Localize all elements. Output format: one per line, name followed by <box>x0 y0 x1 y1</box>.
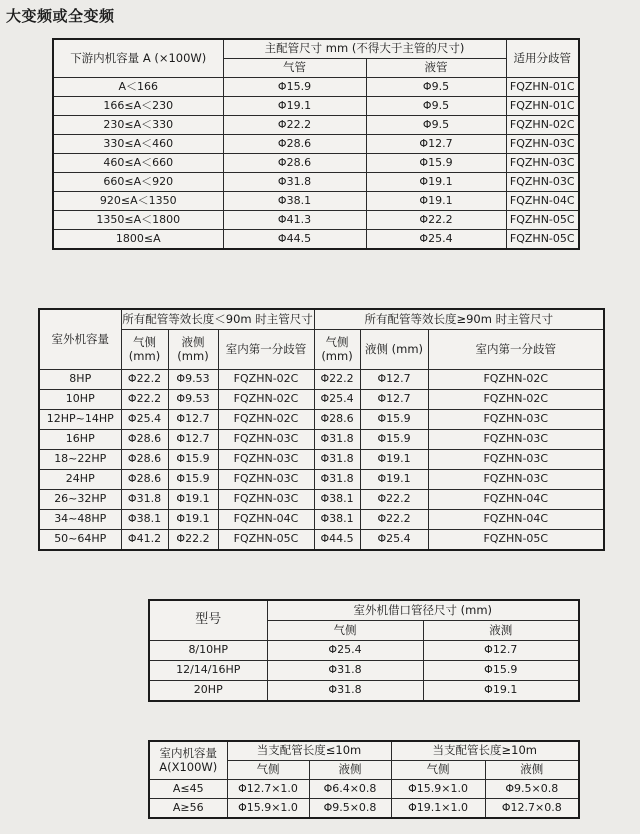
col-liquid: 液管 <box>366 59 506 78</box>
table-cell: Φ19.1 <box>168 490 218 510</box>
table-cell: 12/14/16HP <box>149 661 267 681</box>
table-row <box>53 116 579 135</box>
table-cell: 920≤A＜1350 <box>53 192 223 211</box>
table-cell: Φ28.6 <box>121 430 168 450</box>
table-cell: 20HP <box>149 681 267 702</box>
table-cell: FQZHN-05C <box>506 211 579 230</box>
table-cell: Φ28.6 <box>314 410 360 430</box>
table-cell: FQZHN-03C <box>428 410 604 430</box>
col-liquid-short: 液侧 (mm) <box>168 330 218 370</box>
table-cell: 8/10HP <box>149 641 267 661</box>
col-indoor-line2: A(X100W) <box>159 759 218 774</box>
table-cell: Φ19.1 <box>223 97 366 116</box>
table-cell: Φ15.9 <box>168 470 218 490</box>
group-branch-long: 当支配管长度≥10m <box>391 741 579 761</box>
table-cell: Φ19.1×1.0 <box>391 799 485 819</box>
table-cell: Φ22.2 <box>366 211 506 230</box>
table-cell: Φ41.3 <box>223 211 366 230</box>
table-cell: FQZHN-01C <box>506 78 579 97</box>
table-cell: Φ19.1 <box>423 681 579 702</box>
table-cell: 330≤A＜460 <box>53 135 223 154</box>
col-indoor-capacity <box>149 741 227 780</box>
col-gas: 气侧 <box>267 621 423 641</box>
table-cell: Φ15.9×1.0 <box>227 799 309 819</box>
table-cell: Φ22.2 <box>121 390 168 410</box>
table-cell: FQZHN-02C <box>428 370 604 390</box>
table-cell: Φ12.7 <box>168 430 218 450</box>
table-cell: 12HP~14HP <box>39 410 121 430</box>
table-cell: Φ38.1 <box>223 192 366 211</box>
table-cell: 10HP <box>39 390 121 410</box>
table-cell: Φ15.9×1.0 <box>391 780 485 799</box>
table-cell: Φ31.8 <box>314 430 360 450</box>
table-cell: Φ38.1 <box>121 510 168 530</box>
table-cell: Φ9.53 <box>168 390 218 410</box>
table-cell: Φ12.7 <box>168 410 218 430</box>
table-cell: Φ12.7 <box>423 641 579 661</box>
table-cell: Φ38.1 <box>314 510 360 530</box>
table-cell: Φ15.9 <box>366 154 506 173</box>
table-cell: Φ12.7 <box>360 370 428 390</box>
table-cell: 1350≤A＜1800 <box>53 211 223 230</box>
group-length-long: 所有配管等效长度≥90m 时主管尺寸 <box>314 309 604 330</box>
table-cell: Φ31.8 <box>121 490 168 510</box>
table-row <box>53 211 579 230</box>
table-cell: Φ41.2 <box>121 530 168 551</box>
table-row <box>53 78 579 97</box>
table-cell: Φ22.2 <box>168 530 218 551</box>
table-cell: Φ12.7 <box>366 135 506 154</box>
col-branch: 适用分歧管 <box>506 39 579 78</box>
table-row <box>39 510 604 530</box>
table-cell: 8HP <box>39 370 121 390</box>
outdoor-connection-pipe-table <box>148 599 580 702</box>
table-cell: Φ9.5×0.8 <box>485 780 579 799</box>
table-cell: FQZHN-03C <box>428 430 604 450</box>
col-liquid-long: 液侧 <box>485 761 579 780</box>
col-gas-long: 气侧 <box>391 761 485 780</box>
col-liquid-long: 液侧 (mm) <box>360 330 428 370</box>
table-row <box>149 681 579 702</box>
table-cell: A≤45 <box>149 780 227 799</box>
table-cell: FQZHN-03C <box>506 135 579 154</box>
col-model: 型号 <box>149 600 267 641</box>
table-cell: Φ22.2 <box>223 116 366 135</box>
table-cell: FQZHN-03C <box>428 450 604 470</box>
table-cell: FQZHN-04C <box>428 510 604 530</box>
outdoor-main-pipe-table <box>38 308 605 551</box>
table-row <box>53 192 579 211</box>
table-cell: A＜166 <box>53 78 223 97</box>
table-cell: FQZHN-05C <box>506 230 579 250</box>
table-cell: Φ44.5 <box>223 230 366 250</box>
table-cell: Φ12.7×1.0 <box>227 780 309 799</box>
col-gas: 气管 <box>223 59 366 78</box>
col-outdoor-capacity: 室外机容量 <box>39 309 121 370</box>
table-cell: Φ31.8 <box>223 173 366 192</box>
table-cell: Φ28.6 <box>223 135 366 154</box>
table-cell: Φ9.5 <box>366 97 506 116</box>
main-pipe-size-table <box>52 38 580 250</box>
table-cell: FQZHN-03C <box>218 450 314 470</box>
table-cell: Φ15.9 <box>360 430 428 450</box>
table-cell: Φ25.4 <box>360 530 428 551</box>
table-cell: Φ31.8 <box>314 470 360 490</box>
table-cell: FQZHN-02C <box>218 390 314 410</box>
col-liquid: 液测 <box>423 621 579 641</box>
table-cell: FQZHN-02C <box>218 370 314 390</box>
table-cell: 34~48HP <box>39 510 121 530</box>
table-cell: FQZHN-03C <box>218 430 314 450</box>
table-row <box>53 230 579 250</box>
col-branch-short: 室内第一分歧管 <box>218 330 314 370</box>
table-cell: Φ31.8 <box>267 681 423 702</box>
table-cell: 166≤A＜230 <box>53 97 223 116</box>
table-row <box>39 390 604 410</box>
col-branch-long: 室内第一分歧管 <box>428 330 604 370</box>
group-branch-short: 当支配管长度≤10m <box>227 741 391 761</box>
table-cell: 50~64HP <box>39 530 121 551</box>
table-cell: Φ28.6 <box>121 450 168 470</box>
table-cell: 1800≤A <box>53 230 223 250</box>
table-cell: Φ19.1 <box>168 510 218 530</box>
table-cell: FQZHN-03C <box>218 470 314 490</box>
table-cell: 660≤A＜920 <box>53 173 223 192</box>
table-cell: 230≤A＜330 <box>53 116 223 135</box>
table-row <box>149 641 579 661</box>
table-cell: Φ15.9 <box>223 78 366 97</box>
branch-pipe-table <box>148 740 580 819</box>
table-cell: Φ22.2 <box>360 510 428 530</box>
table-row <box>149 661 579 681</box>
table-cell: Φ44.5 <box>314 530 360 551</box>
table-cell: 16HP <box>39 430 121 450</box>
table-cell: Φ25.4 <box>366 230 506 250</box>
table-cell: A≥56 <box>149 799 227 819</box>
table-cell: Φ28.6 <box>223 154 366 173</box>
table-row <box>39 450 604 470</box>
col-indoor-line1: 室内机容量 <box>159 746 217 761</box>
table-row <box>39 530 604 551</box>
table-cell: 24HP <box>39 470 121 490</box>
table-cell: Φ22.2 <box>360 490 428 510</box>
table-cell: Φ12.7×0.8 <box>485 799 579 819</box>
table-cell: Φ25.4 <box>314 390 360 410</box>
table-row <box>53 173 579 192</box>
col-liquid-short: 液侧 <box>309 761 391 780</box>
table-cell: FQZHN-04C <box>218 510 314 530</box>
table-cell: Φ25.4 <box>267 641 423 661</box>
table-cell: Φ15.9 <box>168 450 218 470</box>
table-cell: Φ15.9 <box>360 410 428 430</box>
col-gas-short: 气侧 <box>227 761 309 780</box>
page-title: 大变频或全变频 <box>6 7 115 25</box>
table-cell: FQZHN-01C <box>506 97 579 116</box>
table-cell: Φ19.1 <box>366 173 506 192</box>
table-cell: Φ9.5 <box>366 78 506 97</box>
table-cell: Φ9.5×0.8 <box>309 799 391 819</box>
table-cell: Φ6.4×0.8 <box>309 780 391 799</box>
table-cell: FQZHN-02C <box>506 116 579 135</box>
group-length-short: 所有配管等效长度＜90m 时主管尺寸 <box>121 309 314 330</box>
table-row <box>39 410 604 430</box>
table-cell: Φ31.8 <box>267 661 423 681</box>
table-cell: Φ9.5 <box>366 116 506 135</box>
table-row <box>39 430 604 450</box>
table-cell: Φ15.9 <box>423 661 579 681</box>
table-cell: FQZHN-03C <box>506 173 579 192</box>
table-cell: 18~22HP <box>39 450 121 470</box>
table-row <box>39 470 604 490</box>
table-cell: FQZHN-05C <box>428 530 604 551</box>
table-cell: 26~32HP <box>39 490 121 510</box>
group-connection-pipe: 室外机借口管径尺寸 (mm) <box>267 600 579 621</box>
table-cell: Φ9.53 <box>168 370 218 390</box>
col-gas-short: 气侧 (mm) <box>121 330 168 370</box>
table-cell: FQZHN-02C <box>218 410 314 430</box>
table-cell: 460≤A＜660 <box>53 154 223 173</box>
table-cell: FQZHN-03C <box>506 154 579 173</box>
table-cell: FQZHN-04C <box>428 490 604 510</box>
table-cell: Φ12.7 <box>360 390 428 410</box>
table-cell: Φ22.2 <box>314 370 360 390</box>
table-cell: FQZHN-02C <box>428 390 604 410</box>
table-row <box>149 799 579 819</box>
table-cell: Φ28.6 <box>121 470 168 490</box>
table-row <box>53 135 579 154</box>
table-row <box>53 97 579 116</box>
table-cell: Φ19.1 <box>360 470 428 490</box>
group-main-pipe: 主配管尺寸 mm (不得大于主管的尺寸) <box>223 39 506 59</box>
table-row <box>149 780 579 799</box>
table-cell: Φ19.1 <box>360 450 428 470</box>
table-row <box>39 370 604 390</box>
col-gas-long: 气侧 (mm) <box>314 330 360 370</box>
table-cell: FQZHN-03C <box>428 470 604 490</box>
table-cell: FQZHN-05C <box>218 530 314 551</box>
table-row <box>53 154 579 173</box>
table-cell: FQZHN-04C <box>506 192 579 211</box>
table-cell: Φ22.2 <box>121 370 168 390</box>
table-cell: Φ25.4 <box>121 410 168 430</box>
table-cell: Φ19.1 <box>366 192 506 211</box>
table-cell: Φ38.1 <box>314 490 360 510</box>
col-indoor-capacity: 下游内机容量 A (×100W) <box>53 39 223 78</box>
table-row <box>39 490 604 510</box>
table-cell: FQZHN-03C <box>218 490 314 510</box>
table-cell: Φ31.8 <box>314 450 360 470</box>
